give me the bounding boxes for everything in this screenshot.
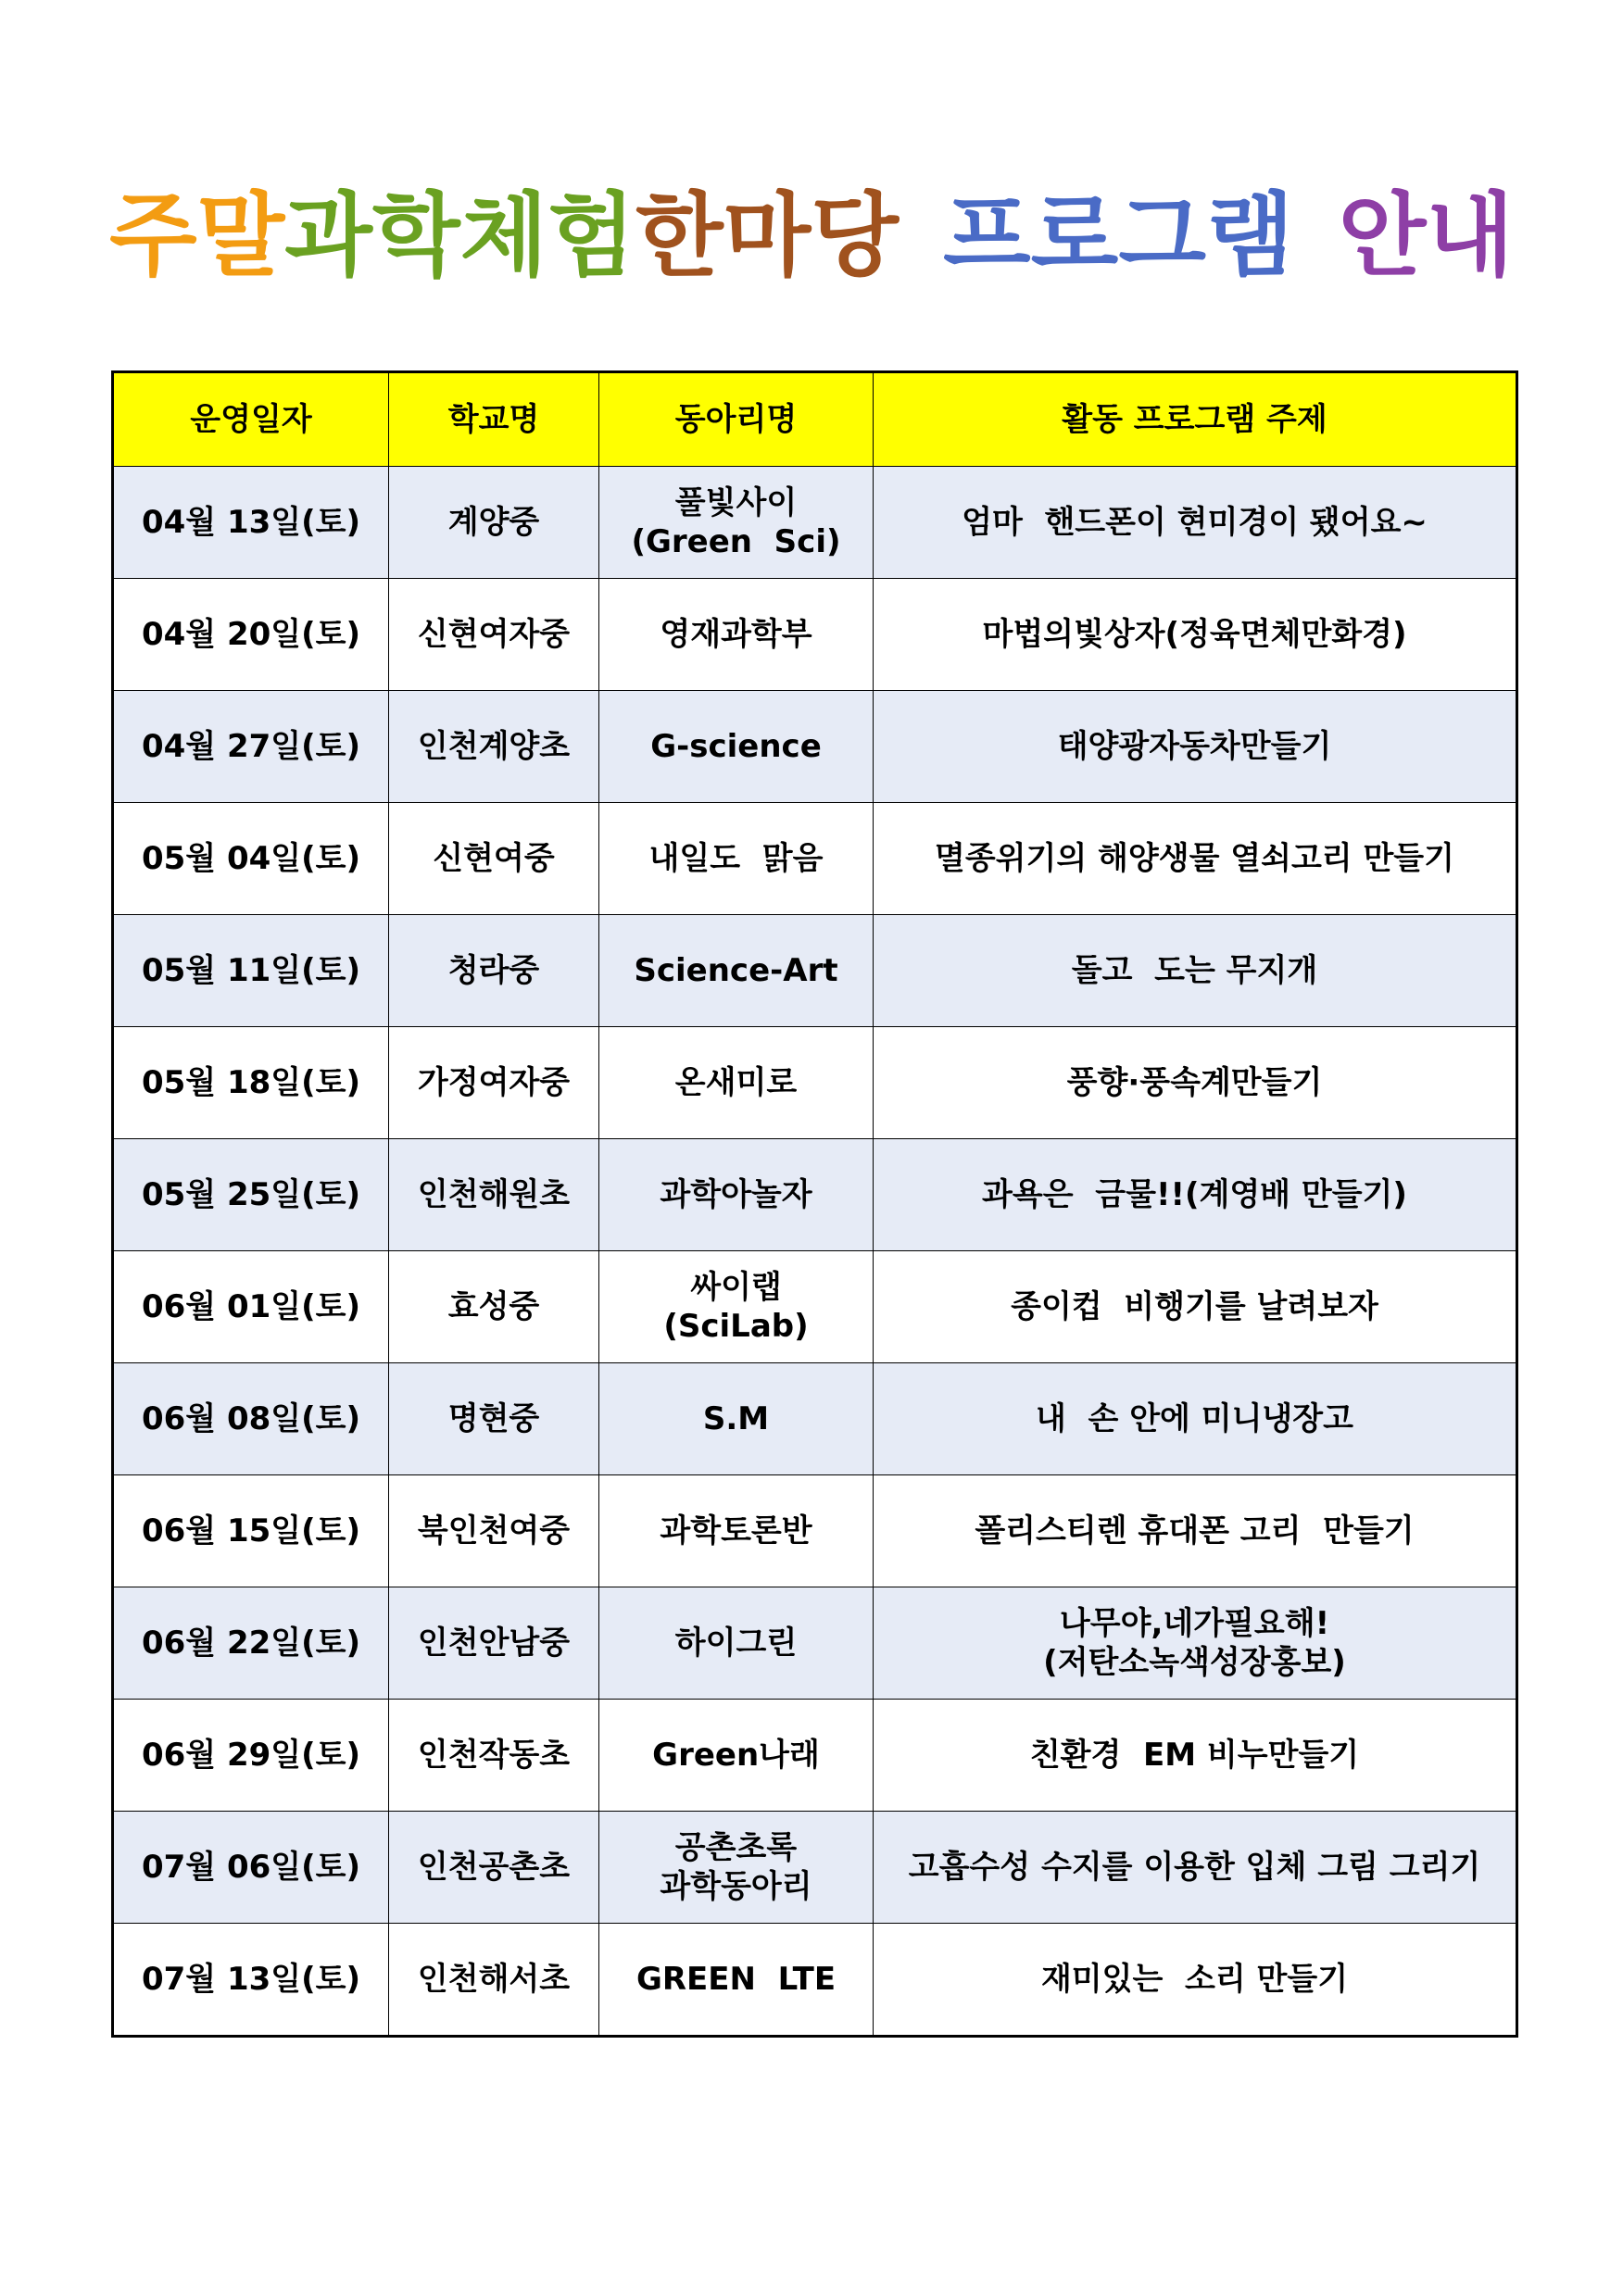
club-cell: [599, 467, 874, 579]
table-row: [113, 691, 1517, 803]
club-cell-line: 하이그린: [674, 1625, 798, 1662]
topic-cell: [874, 467, 1517, 579]
club-cell: [599, 579, 874, 691]
topic-cell: [874, 579, 1517, 691]
school-cell: 인천계양초: [389, 691, 599, 803]
date-cell: 05월 11일(토): [113, 915, 389, 1027]
date-cell: 05월 18일(토): [113, 1027, 389, 1139]
club-cell: [599, 803, 874, 915]
table-row: [113, 1475, 1517, 1587]
club-cell: [599, 915, 874, 1027]
table-row: [113, 1924, 1517, 2037]
club-cell-line: 공촌초록: [674, 1829, 798, 1866]
table-row: [113, 1027, 1517, 1139]
topic-cell-line: 태양광자동차만들기: [1057, 728, 1332, 765]
table-row: [113, 803, 1517, 915]
table-header-row: [113, 372, 1517, 467]
school-cell: 인천안남중: [389, 1587, 599, 1700]
topic-cell: [874, 803, 1517, 915]
club-cell-line: S.M: [702, 1400, 770, 1437]
club-cell: [599, 691, 874, 803]
topic-cell: [874, 1700, 1517, 1812]
topic-cell-line: 고흡수성 수지를 이용한 입체 그림 그리기: [908, 1849, 1481, 1886]
table-row: [113, 1700, 1517, 1812]
table-row: [113, 1251, 1517, 1363]
school-cell: 효성중: [389, 1251, 599, 1363]
topic-cell-line: 엄마 핸드폰이 현미경이 됐어요~: [962, 504, 1428, 541]
club-cell-line: 싸이랩: [690, 1269, 782, 1306]
club-cell-line: 과학아놀자: [660, 1176, 812, 1213]
header-topic: 활동 프로그램 주제: [874, 372, 1517, 467]
topic-cell: [874, 691, 1517, 803]
date-cell: 06월 15일(토): [113, 1475, 389, 1587]
topic-cell-line: 마법의빛상자(정육면체만화경): [982, 616, 1407, 653]
topic-cell: [874, 1363, 1517, 1475]
page-title: [0, 181, 1623, 292]
table-row: [113, 579, 1517, 691]
topic-cell-line: 나무야,네가필요해!: [1059, 1605, 1330, 1642]
school-cell: 명현중: [389, 1363, 599, 1475]
table-row: [113, 467, 1517, 579]
club-cell-line: 온새미로: [674, 1064, 798, 1101]
topic-cell-line: 내 손 안에 미니냉장고: [1036, 1400, 1353, 1437]
topic-cell: [874, 1587, 1517, 1700]
club-cell: [599, 1475, 874, 1587]
topic-cell: [874, 1812, 1517, 1924]
table-row: [113, 1139, 1517, 1251]
header-date: 운영일자: [113, 372, 389, 467]
table-row: [113, 1363, 1517, 1475]
date-cell: 04월 27일(토): [113, 691, 389, 803]
topic-cell: [874, 1139, 1517, 1251]
school-cell: 인천공촌초: [389, 1812, 599, 1924]
topic-cell-line: 친환경 EM 비누만들기: [1029, 1737, 1360, 1774]
header-club: 동아리명: [599, 372, 874, 467]
title-part-festival: 한마당: [635, 183, 899, 289]
club-cell: [599, 1587, 874, 1700]
school-cell: 인천작동초: [389, 1700, 599, 1812]
topic-cell-line: 돌고 도는 무지개: [1071, 952, 1318, 989]
club-cell-line: 영재과학부: [660, 616, 812, 653]
club-cell-line: G-science: [650, 728, 822, 765]
school-cell: 신현여중: [389, 803, 599, 915]
topic-cell: [874, 1475, 1517, 1587]
school-cell: 북인천여중: [389, 1475, 599, 1587]
topic-cell-line: (저탄소녹색성장홍보): [1043, 1644, 1346, 1681]
club-cell-line: 과학동아리: [660, 1868, 812, 1905]
topic-cell: [874, 1027, 1517, 1139]
club-cell: [599, 1700, 874, 1812]
club-cell: [599, 1251, 874, 1363]
topic-cell: [874, 1924, 1517, 2037]
club-cell-line: 풀빛사이: [674, 484, 798, 521]
topic-cell: [874, 915, 1517, 1027]
date-cell: 06월 01일(토): [113, 1251, 389, 1363]
title-part-weekend: 주말: [108, 183, 285, 289]
date-cell: 06월 08일(토): [113, 1363, 389, 1475]
topic-cell-line: 종이컵 비행기를 날려보자: [1011, 1288, 1378, 1325]
topic-cell-line: 폴리스티렌 휴대폰 고리 만들기: [975, 1512, 1415, 1549]
club-cell: [599, 1027, 874, 1139]
date-cell: 07월 06일(토): [113, 1812, 389, 1924]
topic-cell: [874, 1251, 1517, 1363]
club-cell-line: Green나래: [652, 1737, 820, 1774]
topic-cell-line: 재미있는 소리 만들기: [1040, 1961, 1349, 1998]
club-cell: [599, 1812, 874, 1924]
club-cell-line: GREEN LTE: [635, 1961, 837, 1998]
date-cell: 04월 13일(토): [113, 467, 389, 579]
table-body: [113, 467, 1517, 2037]
club-cell-line: (SciLab): [663, 1308, 809, 1345]
date-cell: 04월 20일(토): [113, 579, 389, 691]
school-cell: 청라중: [389, 915, 599, 1027]
table-row: [113, 1587, 1517, 1700]
topic-cell-line: 과욕은 금물!!(계영배 만들기): [982, 1176, 1407, 1213]
date-cell: 05월 25일(토): [113, 1139, 389, 1251]
school-cell: 인천해서초: [389, 1924, 599, 2037]
header-school: 학교명: [389, 372, 599, 467]
school-cell: 가정여자중: [389, 1027, 599, 1139]
club-cell: [599, 1924, 874, 2037]
club-cell-line: (Green Sci): [631, 523, 841, 560]
club-cell-line: 내일도 맑음: [648, 840, 824, 877]
topic-cell-line: 멸종위기의 해양생물 열쇠고리 만들기: [934, 840, 1454, 877]
title-part-program: 프로그램: [943, 183, 1294, 289]
table-row: [113, 915, 1517, 1027]
date-cell: 06월 29일(토): [113, 1700, 389, 1812]
title-part-guide: 안내: [1338, 183, 1515, 289]
date-cell: 06월 22일(토): [113, 1587, 389, 1700]
club-cell-line: Science-Art: [634, 952, 838, 989]
school-cell: 인천해원초: [389, 1139, 599, 1251]
date-cell: 07월 13일(토): [113, 1924, 389, 2037]
club-cell-line: 과학토론반: [660, 1512, 812, 1549]
school-cell: 신현여자중: [389, 579, 599, 691]
club-cell: [599, 1139, 874, 1251]
date-cell: 05월 04일(토): [113, 803, 389, 915]
title-part-science-experience: 과학체험: [284, 183, 635, 289]
school-cell: 계양중: [389, 467, 599, 579]
table-row: [113, 1812, 1517, 1924]
topic-cell-line: 풍향·풍속계만들기: [1066, 1064, 1323, 1101]
program-schedule-table: [111, 370, 1518, 2038]
club-cell: [599, 1363, 874, 1475]
